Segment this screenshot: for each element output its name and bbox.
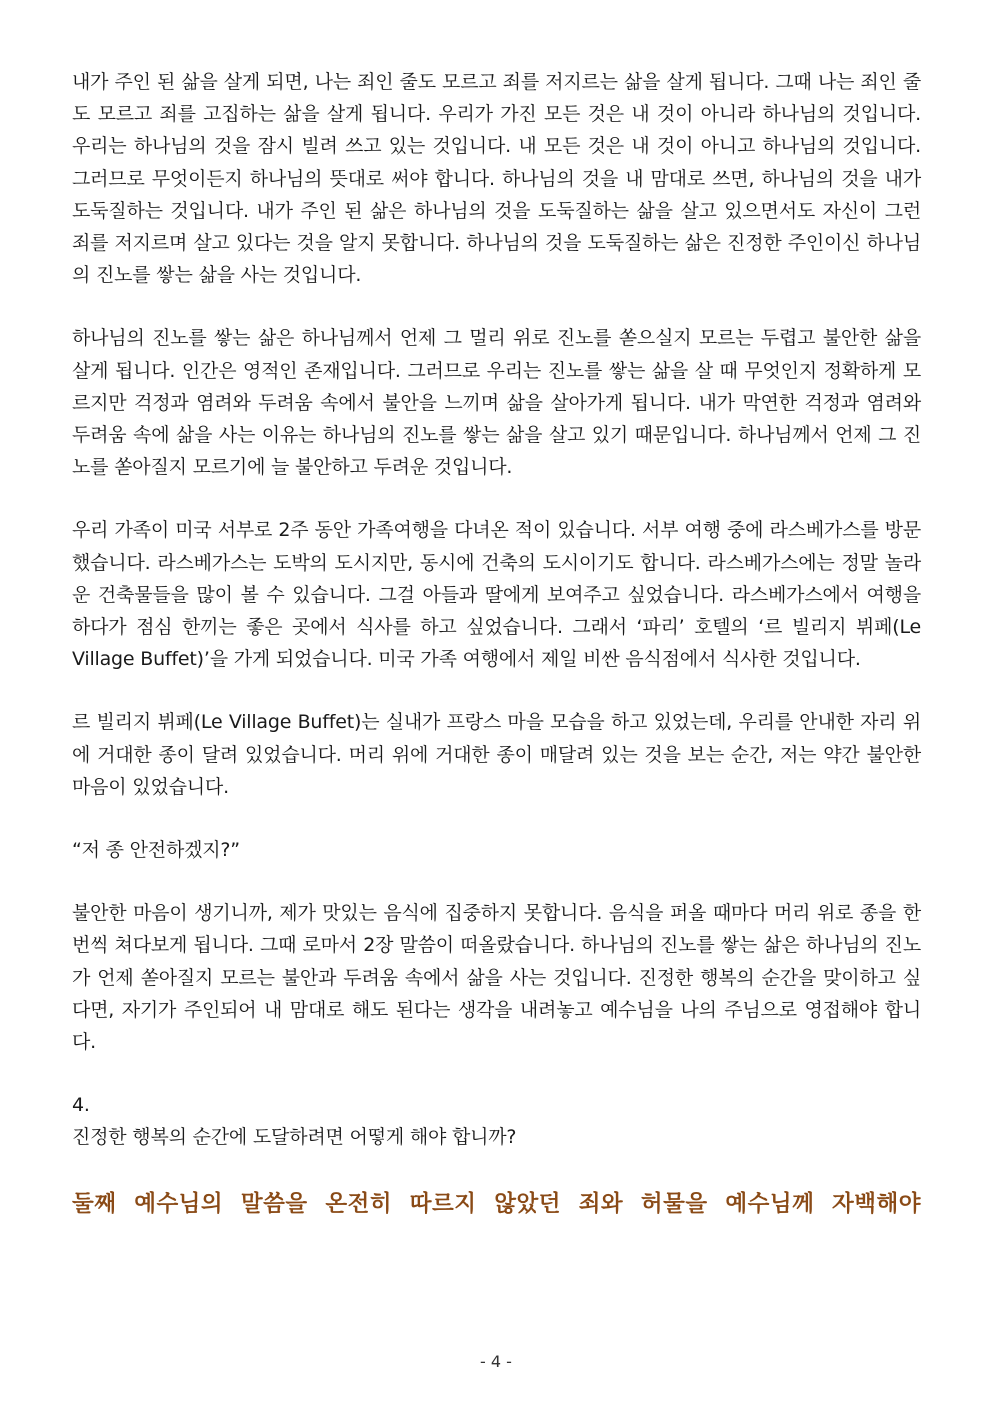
question-text: 진정한 행복의 순간에 도달하려면 어떻게 해야 합니까? bbox=[72, 1126, 517, 1149]
paragraph-3: 우리 가족이 미국 서부로 2주 동안 가족여행을 다녀온 적이 있습니다. 서부 여행 중에 라스베가스를 방문했습니다. 라스베가스는 도박의 도시지만, 동시에 건축의 도시이기도 합니다. 라스베가스에는 정말 놀라운 건축물들을 많이 볼 수 있습니다. 그걸 아들과 딸에게 보여주고 싶었습니다. 라스베가스에서 여행을 하다가 점심 한끼는 좋은 곳에서 식사를 하고 싶었습니다. 그래서 ‘파리’ 호텔의 ‘르 빌리지 뷔페(Le Village Buffet)’을 가게 되었습니다. 미국 가족 여행에서 제일 비싼 음식점에서 식사한 것입니다. bbox=[72, 519, 921, 671]
paragraph-6: 불안한 마음이 생기니까, 제가 맛있는 음식에 집중하지 못합니다. 음식을 퍼올 때마다 머리 위로 종을 한 번씩 쳐다보게 됩니다. 그때 로마서 2장 말씀이 떠올랐습니다. 하나님의 진노를 쌓는 삶은 하나님의 진노가 언제 쏟아질지 모르는 불안과 두려움 속에서 삶을 사는 것입니다. 진정한 행복의 순간을 맞이하고 싶다면, 자기가 주인되어 내 맘대로 해도 된다는 생각을 내려놓고 예수님을 나의 주님으로 영접해야 합니다. bbox=[72, 902, 921, 1054]
paragraph-2: 하나님의 진노를 쌓는 삶은 하나님께서 언제 그 멀리 위로 진노를 쏟으실지 모르는 두렵고 불안한 삶을 살게 됩니다. 인간은 영적인 존재입니다. 그러므로 우리는 진노를 쌓는 삶을 살 때 무엇인지 정확하게 모르지만 걱정과 염려와 두려움 속에서 불안을 느끼며 삶을 살아가게 됩니다. 내가 막연한 걱정과 염려와 두려움 속에 삶을 사는 이유는 하나님의 진노를 쌓는 삶을 살고 있기 때문입니다. 하나님께서 언제 그 진노를 쏟아질지 모르기에 늘 불안하고 두려운 것입니다. bbox=[72, 327, 921, 479]
question-number: 4. bbox=[72, 1094, 90, 1117]
paragraph-4: 르 빌리지 뷔페(Le Village Buffet)는 실내가 프랑스 마을 모습을 하고 있었는데, 우리를 안내한 자리 위에 거대한 종이 달려 있었습니다. 머리 위에 거대한 종이 매달려 있는 것을 보는 순간, 저는 약간 불안한 마음이 있었습니다. bbox=[72, 711, 921, 798]
paragraph-1: 내가 주인 된 삶을 살게 되면, 나는 죄인 줄도 모르고 죄를 저지르는 삶을 살게 됩니다. 그때 나는 죄인 줄도 모르고 죄를 고집하는 삶을 살게 됩니다. 우리가 가진 모든 것은 내 것이 아니라 하나님의 것입니다. 우리는 하나님의 것을 잠시 빌려 쓰고 있는 것입니다. 내 모든 것은 내 것이 아니고 하나님의 것입니다. 그러므로 무엇이든지 하나님의 뜻대로 써야 합니다. 하나님의 것을 내 맘대로 쓰면, 하나님의 것을 내가 도둑질하는 것입니다. 내가 주인 된 삶은 하나님의 것을 도둑질하는 삶을 살고 있으면서도 자신이 그런 죄를 저지르며 살고 있다는 것을 알지 못합니다. 하나님의 것을 도둑질하는 삶은 진정한 주인이신 하나님의 진노를 쌓는 삶을 사는 것입니다. bbox=[72, 71, 921, 287]
section-heading: 둘째 예수님의 말씀을 온전히 따르지 않았던 죄와 허물을 예수님께 자백해야 bbox=[72, 1190, 921, 1217]
page-number: - 4 - bbox=[480, 1352, 512, 1371]
quote-line: “저 종 안전하겠지?” bbox=[72, 839, 240, 862]
question-block bbox=[72, 1089, 921, 1153]
document-page bbox=[72, 66, 921, 1218]
